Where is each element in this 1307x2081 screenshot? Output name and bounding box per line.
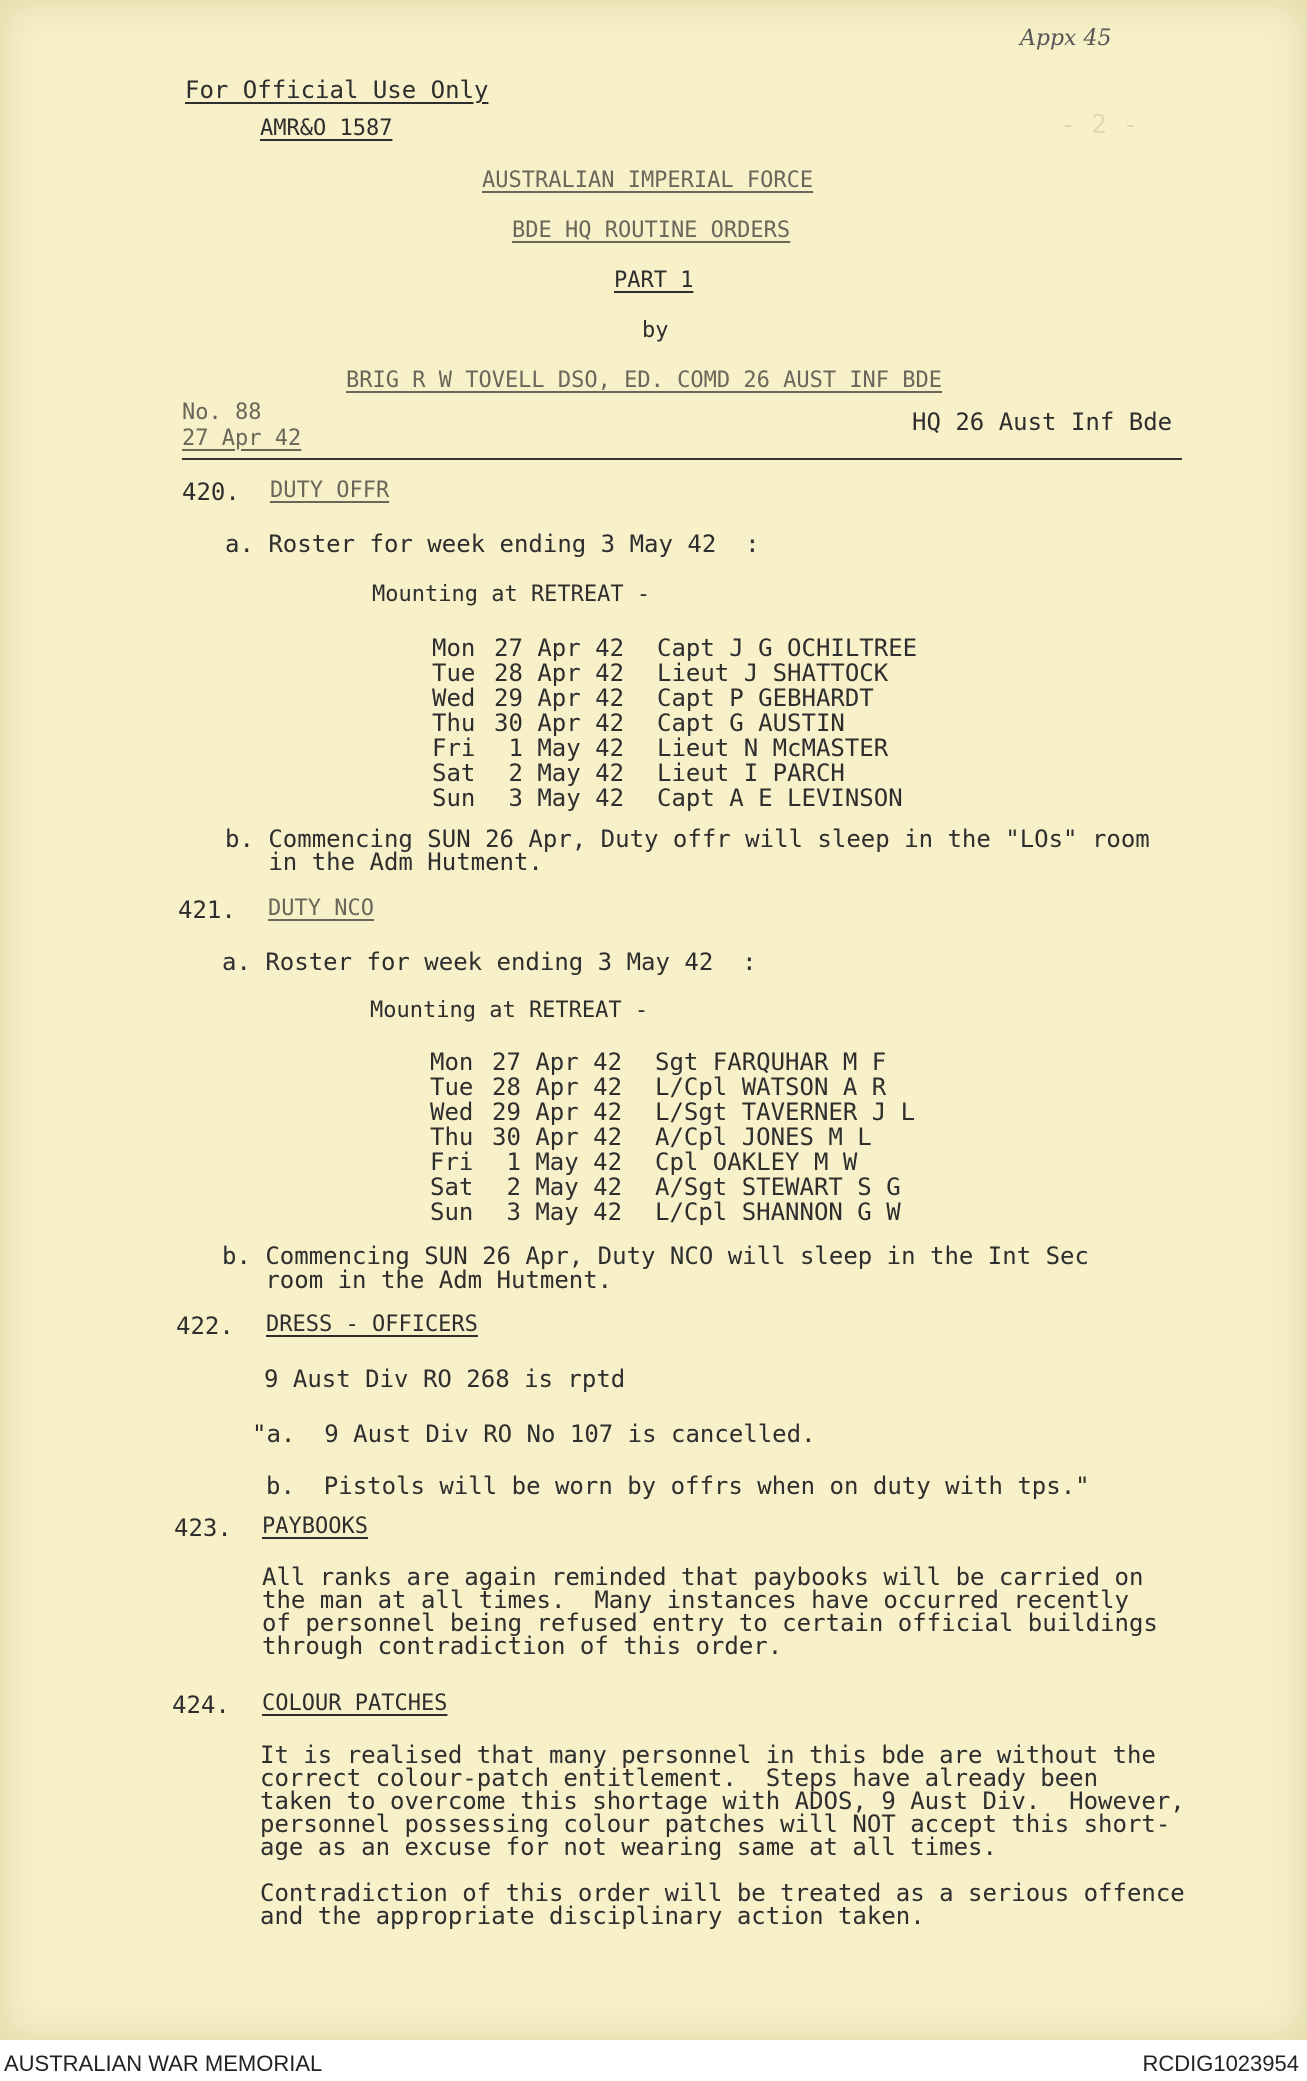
section-423-heading: PAYBOOKS [262, 1514, 368, 1539]
section-421-heading: DUTY NCO [268, 896, 374, 921]
section-424-number: 424. [172, 1691, 230, 1719]
roster-name: Sgt FARQUHAR M F [655, 1048, 887, 1076]
by-label: by [642, 318, 669, 343]
roster-name: A/Sgt STEWART S G [655, 1173, 901, 1201]
section-420-heading: DUTY OFFR [270, 478, 390, 503]
section-423-text: All ranks are again reminded that paybooks will be carried on the man at all times. Many instances have occurred recently of personnel being refused entry to certain official buildings through contradiction of this order. [262, 1563, 1158, 1660]
handwritten-annotation: Appx 45 [1020, 26, 1112, 51]
section-420-number: 420. [182, 478, 240, 506]
archive-name: AUSTRALIAN WAR MEMORIAL [4, 2051, 323, 2076]
section-424-warning: Contradiction of this order will be treated as a serious offence and the appropriate disciplinary action taken. [260, 1879, 1185, 1930]
roster-date: 1 May 42 [492, 1148, 623, 1176]
archive-id: RCDIG1023954 [1142, 2051, 1299, 2076]
roster-date: 1 May 42 [494, 734, 625, 762]
roster-day: Wed [430, 1098, 474, 1126]
roster-day: Mon [432, 634, 476, 662]
roster-day: Fri [430, 1148, 474, 1176]
section-424-text: It is realised that many personnel in this bde are without the correct colour-patch entitlement. Steps have already been taken to overcome this shortage with ADOS, 9 Aust Div. However, personnel possessing colour patches will NOT accept this short- age as an excuse for not wearing same at all times. [260, 1741, 1185, 1861]
force-title: AUSTRALIAN IMPERIAL FORCE [482, 168, 814, 193]
roster-date: 28 Apr 42 [492, 1073, 623, 1101]
archive-footer [0, 2045, 1307, 2081]
section-422-line2: "a. 9 Aust Div RO No 107 is cancelled. [252, 1420, 816, 1448]
roster-day: Tue [432, 659, 476, 687]
section-421-number: 421. [178, 896, 236, 924]
roster-date: 27 Apr 42 [494, 634, 625, 662]
roster-date: 27 Apr 42 [492, 1048, 623, 1076]
roster-date: 29 Apr 42 [494, 684, 625, 712]
part-label: PART 1 [614, 268, 694, 293]
roster-date: 29 Apr 42 [492, 1098, 623, 1126]
section-422-line3: b. Pistols will be worn by offrs when on duty with tps." [266, 1472, 1090, 1500]
section-420-note-line2: in the Adm Hutment. [225, 848, 543, 876]
bleed-through-text: - 2 - [1060, 110, 1139, 140]
roster-day: Tue [430, 1073, 474, 1101]
section-422-number: 422. [176, 1312, 234, 1340]
section-421-note-line2: room in the Adm Hutment. [222, 1266, 613, 1294]
roster-date: 2 May 42 [494, 759, 625, 787]
section-422-line1: 9 Aust Div RO 268 is rptd [264, 1365, 626, 1393]
commander-line: BRIG R W TOVELL DSO, ED. COMD 26 AUST INF BDE [346, 368, 943, 393]
roster-date: 3 May 42 [494, 784, 625, 812]
roster-name: L/Cpl WATSON A R [655, 1073, 887, 1101]
reference-number: AMR&O 1587 [260, 116, 393, 141]
roster-name: Capt G AUSTIN [657, 709, 845, 737]
roster-name: Cpl OAKLEY M W [655, 1148, 858, 1176]
roster-name: L/Cpl SHANNON G W [655, 1198, 901, 1226]
roster-day: Thu [432, 709, 476, 737]
document-title: BDE HQ ROUTINE ORDERS [512, 218, 791, 243]
roster-day: Wed [432, 684, 476, 712]
headquarters-label: HQ 26 Aust Inf Bde [912, 408, 1173, 436]
roster-name: Capt J G OCHILTREE [657, 634, 918, 662]
roster-date: 30 Apr 42 [492, 1123, 623, 1151]
roster-name: Capt P GEBHARDT [657, 684, 874, 712]
roster-day: Sun [430, 1198, 474, 1226]
section-421-roster-intro: a. Roster for week ending 3 May 42 : [222, 948, 757, 976]
section-422-heading: DRESS - OFFICERS [266, 1312, 478, 1337]
section-421-note-line1: b. Commencing SUN 26 Apr, Duty NCO will sleep in the Int Sec [222, 1242, 1089, 1270]
roster-name: Lieut N McMASTER [657, 734, 889, 762]
roster-day: Sat [430, 1173, 474, 1201]
roster-date: 2 May 42 [492, 1173, 623, 1201]
roster-day: Fri [432, 734, 476, 762]
roster-day: Sat [432, 759, 476, 787]
roster-name: Lieut J SHATTOCK [657, 659, 889, 687]
roster-day: Mon [430, 1048, 474, 1076]
roster-day: Sun [432, 784, 476, 812]
roster-name: A/Cpl JONES M L [655, 1123, 872, 1151]
section-420-roster-intro: a. Roster for week ending 3 May 42 : [225, 530, 760, 558]
roster-name: Lieut I PARCH [657, 759, 845, 787]
roster-name: L/Sgt TAVERNER J L [655, 1098, 916, 1126]
section-420-note-line1: b. Commencing SUN 26 Apr, Duty offr will sleep in the "LOs" room [225, 825, 1150, 853]
roster-date: 28 Apr 42 [494, 659, 625, 687]
roster-date: 3 May 42 [492, 1198, 623, 1226]
order-number: No. 88 [182, 400, 262, 425]
classification-label: For Official Use Only [185, 76, 489, 104]
roster-date: 30 Apr 42 [494, 709, 625, 737]
section-421-mounting: Mounting at RETREAT - [370, 998, 649, 1023]
section-420-mounting: Mounting at RETREAT - [372, 582, 651, 607]
roster-day: Thu [430, 1123, 474, 1151]
order-date: 27 Apr 42 [182, 426, 302, 451]
header-rule [182, 458, 1182, 460]
section-423-number: 423. [174, 1514, 232, 1542]
section-424-heading: COLOUR PATCHES [262, 1691, 448, 1716]
roster-name: Capt A E LEVINSON [657, 784, 903, 812]
